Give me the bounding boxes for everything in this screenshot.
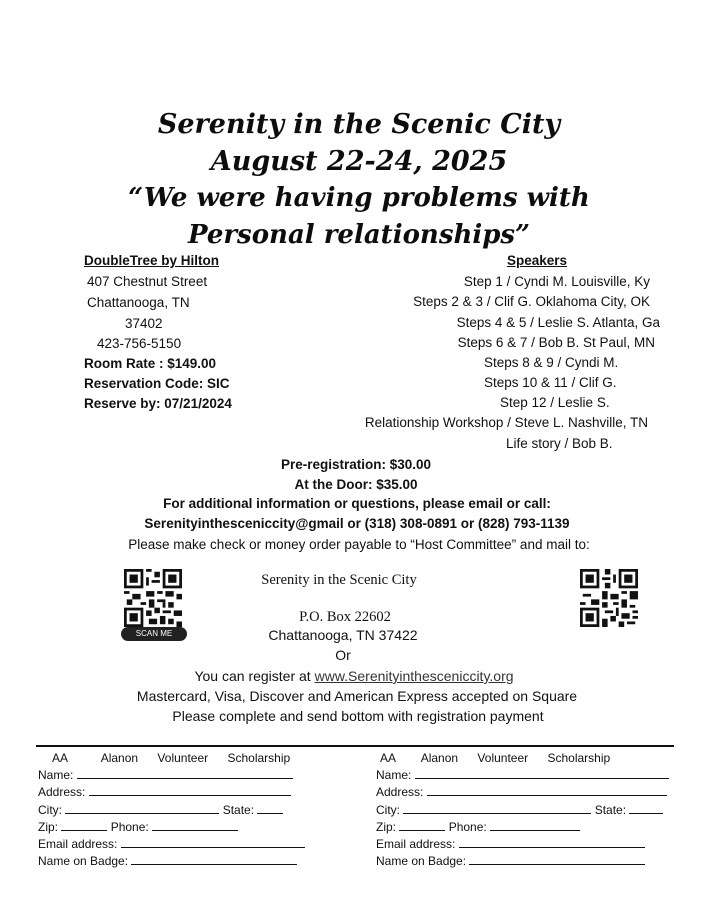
city-label: City: xyxy=(38,802,62,817)
city-label: City: xyxy=(376,802,400,817)
speakers-heading: Speakers xyxy=(506,253,568,268)
address-field[interactable] xyxy=(89,784,291,796)
category-row xyxy=(376,750,676,767)
speaker-item: Step 12 / Leslie S. xyxy=(500,395,610,410)
speaker-item: Steps 2 & 3 / Clif G. Oklahoma City, OK xyxy=(413,294,650,309)
complete-instructions: Please complete and send bottom with registration payment xyxy=(172,708,544,724)
speaker-item: Steps 6 & 7 / Bob B. St Paul, MN xyxy=(457,335,655,350)
or-separator: Or xyxy=(335,647,351,663)
venue-zip: 37402 xyxy=(125,316,163,331)
speaker-item: Steps 4 & 5 / Leslie S. Atlanta, Ga xyxy=(456,315,660,330)
state-field[interactable] xyxy=(629,802,663,814)
speaker-item: Steps 8 & 9 / Cyndi M. xyxy=(484,355,619,370)
category-alanon[interactable]: Alanon xyxy=(100,751,139,765)
category-scholarship[interactable]: Scholarship xyxy=(547,751,611,765)
name-label: Name: xyxy=(38,768,74,783)
category-aa[interactable]: AA xyxy=(52,751,68,765)
badge-label: Name on Badge: xyxy=(38,854,129,869)
mailing-name: Serenity in the Scenic City xyxy=(261,572,417,588)
email-label: Email address: xyxy=(38,836,118,851)
state-label: State: xyxy=(222,802,255,817)
speaker-item: Steps 10 & 11 / Clif G. xyxy=(484,375,617,390)
door-price: At the Door: $35.00 xyxy=(294,477,418,492)
pre-registration-price: Pre-registration: $30.00 xyxy=(280,457,432,472)
event-title: Serenity in the Scenic City xyxy=(157,109,561,140)
name-field[interactable] xyxy=(77,767,293,779)
city-field[interactable] xyxy=(65,802,219,814)
mailing-po-box: P.O. Box 22602 xyxy=(299,609,391,625)
badge-label: Name on Badge: xyxy=(376,854,467,869)
reservation-code: Reservation Code: SIC xyxy=(84,376,230,391)
register-online-prefix: You can register at xyxy=(194,668,315,684)
zip-label: Zip: xyxy=(376,819,397,834)
category-alanon[interactable]: Alanon xyxy=(420,751,459,765)
category-aa[interactable]: AA xyxy=(380,751,396,765)
badge-field[interactable] xyxy=(469,853,645,865)
venue-street: 407 Chestnut Street xyxy=(87,274,208,289)
state-field[interactable] xyxy=(257,802,283,814)
registration-website-link[interactable]: www.Serenityinthesceniccity.org xyxy=(314,668,514,684)
email-field[interactable] xyxy=(459,836,645,848)
zip-field[interactable] xyxy=(61,819,107,831)
category-row xyxy=(38,750,338,767)
address-label: Address: xyxy=(38,785,86,800)
room-rate: Room Rate : $149.00 xyxy=(84,356,217,371)
phone-label: Phone: xyxy=(110,819,149,834)
event-dates: August 22-24, 2025 xyxy=(210,146,508,177)
name-field[interactable] xyxy=(415,767,669,779)
registration-form-right xyxy=(376,750,676,870)
reserve-by: Reserve by: 07/21/2024 xyxy=(84,396,232,411)
category-volunteer[interactable]: Volunteer xyxy=(477,751,529,765)
venue-phone: 423-756-5150 xyxy=(97,336,182,351)
address-label: Address: xyxy=(376,785,424,800)
phone-field[interactable] xyxy=(152,819,238,831)
zip-label: Zip: xyxy=(38,819,59,834)
category-volunteer[interactable]: Volunteer xyxy=(157,751,209,765)
phone-field[interactable] xyxy=(490,819,580,831)
venue-city: Chattanooga, TN xyxy=(87,295,190,310)
speaker-item: Step 1 / Cyndi M. Louisville, Ky xyxy=(463,274,650,289)
theme-line-1: “We were having problems with xyxy=(128,183,590,213)
scan-me-label: SCAN ME xyxy=(121,627,187,641)
name-label: Name: xyxy=(376,768,412,783)
email-field[interactable] xyxy=(121,836,305,848)
city-field[interactable] xyxy=(403,802,591,814)
state-label: State: xyxy=(594,802,627,817)
register-online-line xyxy=(0,668,713,684)
registration-form-left xyxy=(38,750,338,870)
address-field[interactable] xyxy=(427,784,667,796)
accepted-cards: Mastercard, Visa, Discover and American Express accepted on Square xyxy=(136,688,578,704)
badge-field[interactable] xyxy=(131,853,297,865)
venue-name: DoubleTree by Hilton xyxy=(84,253,220,268)
contact-email-phones: Serenityinthesceniccity@gmail or (318) 308-0891 or (828) 793-1139 xyxy=(144,516,570,531)
form-divider xyxy=(36,745,674,747)
email-label: Email address: xyxy=(376,836,456,851)
theme-line-2: Personal relationships” xyxy=(187,220,531,250)
category-scholarship[interactable]: Scholarship xyxy=(227,751,291,765)
phone-label: Phone: xyxy=(448,819,487,834)
payable-instructions: Please make check or money order payable to “Host Committee” and mail to: xyxy=(128,537,590,552)
mailing-city: Chattanooga, TN 37422 xyxy=(268,627,418,643)
speaker-item: Life story / Bob B. xyxy=(506,436,613,451)
zip-field[interactable] xyxy=(399,819,445,831)
speaker-item: Relationship Workshop / Steve L. Nashville, TN xyxy=(364,415,648,430)
contact-info-line: For additional information or questions, please email or call: xyxy=(163,496,551,511)
